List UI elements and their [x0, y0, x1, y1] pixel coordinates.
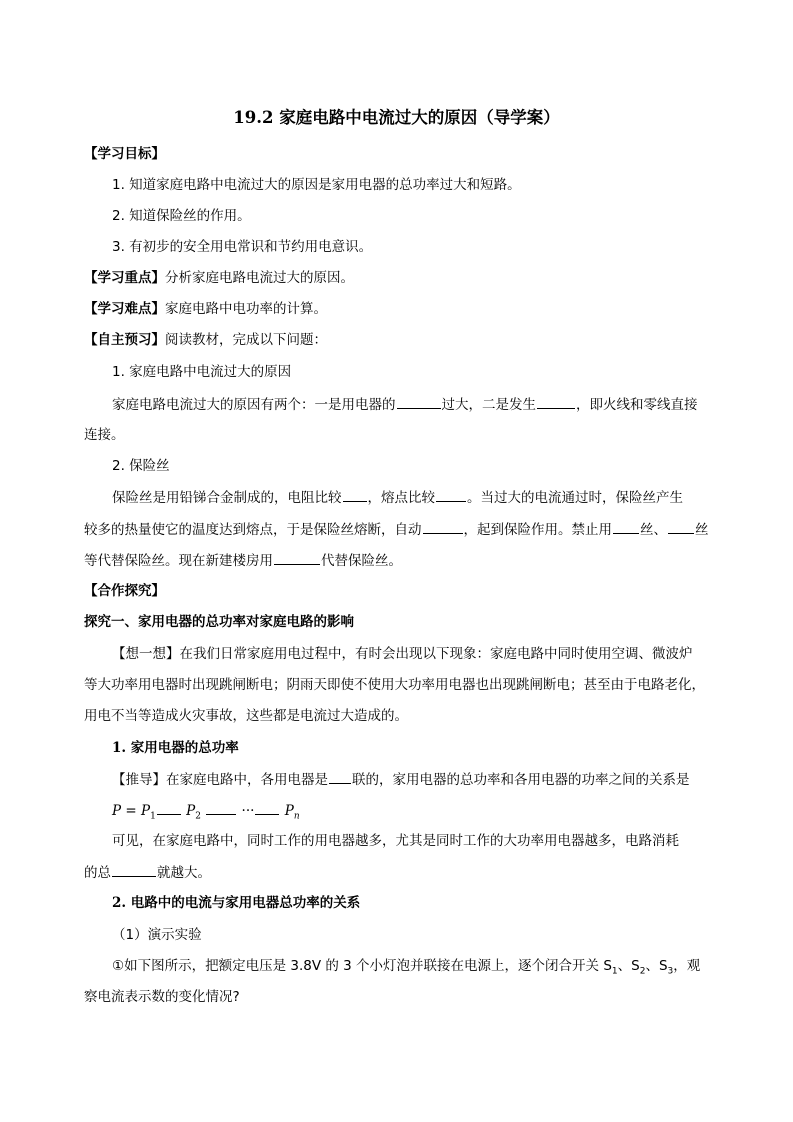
- blank-op-1[interactable]: [157, 800, 181, 815]
- experiment-text-1: ①如下图所示，把额定电压是 3.8V 的 3 个小灯泡并联接在电源上，逐个闭合开关 S: [112, 958, 612, 974]
- formula-line: [112, 800, 300, 827]
- q2-text-h: 等代替保险丝。现在新建楼房用: [84, 553, 273, 569]
- switch-sub-3: 3: [667, 966, 674, 977]
- key-point-text: 分析家庭电路电流过大的原因。: [165, 270, 354, 286]
- demo-title: （1）演示实验: [112, 927, 202, 943]
- visible-text-a: 的总: [84, 865, 111, 881]
- blank-melting-point[interactable]: [436, 487, 466, 502]
- blank-wire-2[interactable]: [668, 519, 694, 534]
- switch-sub-1: 1: [611, 966, 618, 977]
- visible-line2: [84, 862, 211, 883]
- formula-sub-n: n: [293, 811, 300, 822]
- section2-title: 2. 电路中的电流与家用电器总功率的关系: [112, 895, 361, 911]
- visible-line1: 可见，在家庭电路中，同时工作的用电器越多，尤其是同时工作的大功率用电器越多，电路消耗: [112, 833, 679, 849]
- section1-title: 1. 家用电器的总功率: [112, 740, 239, 756]
- objective-3: 3. 有初步的安全用电常识和节约用电意识。: [112, 239, 373, 255]
- q2-text-a: 保险丝是用铅锑合金制成的，电阻比较: [112, 490, 342, 506]
- derive-label: 【推导】: [112, 772, 166, 788]
- preview-q2-title: 2. 保险丝: [112, 458, 170, 474]
- preview-q2-line2: [84, 519, 709, 540]
- formula-sub-1: 1: [150, 811, 156, 822]
- derive-text-a: 在家庭电路中，各用电器是: [166, 772, 328, 788]
- formula-eq: =: [121, 803, 141, 819]
- blank-cut-off[interactable]: [423, 519, 463, 534]
- blank-short-circuit[interactable]: [537, 394, 575, 409]
- experiment-line2: 察电流表示数的变化情况?: [84, 989, 240, 1005]
- formula-pn: P: [284, 803, 294, 819]
- key-point-label: 【学习重点】: [84, 270, 165, 286]
- difficulty-label: 【学习难点】: [84, 301, 165, 317]
- blank-op-2[interactable]: [206, 800, 236, 815]
- switch-sep-1: 、S: [617, 958, 640, 974]
- q2-text-g: 丝: [695, 522, 709, 538]
- think-text-1: 在我们日常家庭用电过程中，有时会出现以下现象：家庭电路中同时使用空调、微波炉: [179, 646, 693, 662]
- derive-text-b: 联的，家用电器的总功率和各用电器的功率之间的关系是: [352, 772, 690, 788]
- objectives-heading: 【学习目标】: [84, 146, 165, 162]
- blank-total-power[interactable]: [397, 394, 441, 409]
- preview-q2-line1: [112, 487, 683, 508]
- switch-sep-2: 、S: [645, 958, 668, 974]
- preview-q1-line1: [112, 394, 698, 415]
- preview-label: 【自主预习】: [84, 332, 165, 348]
- formula-dots: ···: [241, 803, 255, 819]
- page-title: 19.2 家庭电路中电流过大的原因（导学案）: [233, 108, 560, 127]
- q2-text-i: 代替保险丝。: [321, 553, 402, 569]
- q1-text-c: ，即火线和零线直接: [576, 397, 698, 413]
- q2-text-d: 较多的热量使它的温度达到熔点，于是保险丝熔断，自动: [84, 522, 422, 538]
- derive-line: [112, 769, 690, 790]
- blank-air-switch[interactable]: [274, 550, 320, 565]
- blank-resistance[interactable]: [343, 487, 367, 502]
- think-label: 【想一想】: [112, 646, 180, 662]
- q1-text-a: 家庭电路电流过大的原因有两个：一是用电器的: [112, 397, 396, 413]
- think-line2: 等大功率用电器时出现跳闸断电；阴雨天即使不使用大功率用电器也出现跳闸断电；甚至由于电路老化，: [84, 677, 705, 693]
- objective-2: 2. 知道保险丝的作用。: [112, 208, 251, 224]
- blank-wire-1[interactable]: [613, 519, 639, 534]
- formula-p1: P: [141, 803, 151, 819]
- formula-sub-2: 2: [195, 811, 201, 822]
- think-line1: [112, 644, 693, 664]
- formula-p: P: [112, 803, 122, 819]
- switch-sub-2: 2: [639, 966, 646, 977]
- q2-text-e: ，起到保险作用。禁止用: [463, 522, 612, 538]
- preview-q1-title: 1. 家庭电路中电流过大的原因: [112, 364, 292, 380]
- visible-text-b: 就越大。: [157, 865, 211, 881]
- difficulty: [84, 299, 327, 319]
- q2-text-b: ，熔点比较: [367, 490, 435, 506]
- difficulty-text: 家庭电路中电功率的计算。: [165, 301, 327, 317]
- preview: [84, 330, 327, 350]
- coop-heading: 【合作探究】: [84, 583, 165, 599]
- preview-q1-line2: 连接。: [84, 427, 125, 443]
- explore1-title: 探究一、家用电器的总功率对家庭电路的影响: [84, 614, 354, 630]
- preview-text: 阅读教材，完成以下问题：: [165, 332, 327, 348]
- preview-q2-line3: [84, 550, 402, 571]
- q2-text-c: 。当过大的电流通过时，保险丝产生: [467, 490, 683, 506]
- experiment-line1: [112, 956, 700, 982]
- blank-op-3[interactable]: [255, 800, 279, 815]
- q1-text-b: 过大，二是发生: [441, 397, 536, 413]
- formula-p2: P: [186, 803, 196, 819]
- q2-text-f: 丝、: [640, 522, 667, 538]
- think-line3: 用电不当等造成火灾事故，这些都是电流过大造成的。: [84, 708, 408, 724]
- objective-1: 1. 知道家庭电路中电流过大的原因是家用电器的总功率过大和短路。: [112, 177, 521, 193]
- key-point: [84, 268, 354, 288]
- blank-total-power-2[interactable]: [112, 862, 156, 877]
- experiment-text-end: ，观: [673, 958, 701, 974]
- blank-parallel[interactable]: [329, 769, 351, 784]
